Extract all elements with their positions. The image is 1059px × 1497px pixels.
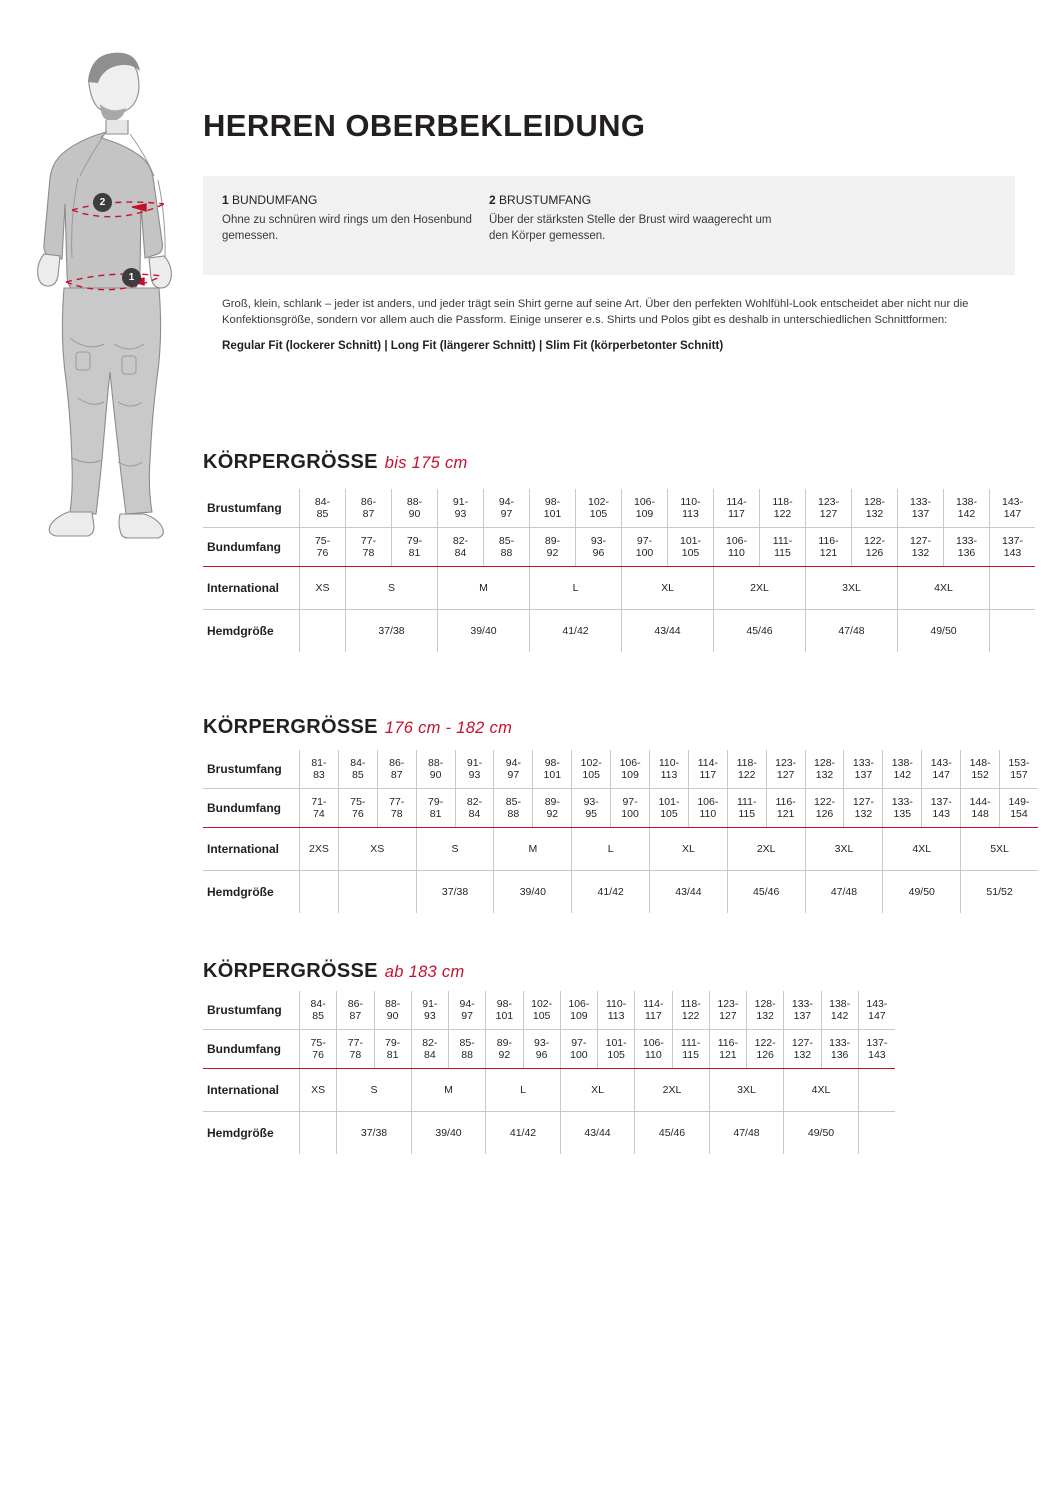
section-2-title: KÖRPERGRÖSSE [203, 716, 378, 738]
table-cell: 86- 87 [346, 489, 392, 528]
table-cell: 82- 84 [455, 789, 494, 828]
table-cell: 51/52 [986, 886, 1013, 898]
table-cell: 79- 81 [416, 789, 455, 828]
table-cell: 41/42 [486, 1112, 561, 1155]
table-cell: 2XS [300, 828, 339, 871]
table-cell: 89- 92 [486, 1030, 523, 1069]
table-cell: 2XL [714, 567, 806, 610]
table-row [203, 489, 1035, 528]
table-cell: 88- 90 [392, 489, 438, 528]
table-cell: 127- 132 [898, 528, 944, 567]
table-row [203, 1030, 895, 1069]
table-cell: 101- 105 [668, 528, 714, 567]
table-cell: 79- 81 [392, 528, 438, 567]
table-cell: 88- 90 [374, 991, 411, 1030]
table-cell: 3XL [709, 1069, 784, 1112]
table-cell: 91- 93 [411, 991, 448, 1030]
row-label: Brustumfang [203, 991, 300, 1030]
table-cell: 97- 100 [560, 1030, 597, 1069]
table-cell: 39/40 [411, 1112, 486, 1155]
table-cell: 94- 97 [484, 489, 530, 528]
table-cell: 77- 78 [337, 1030, 374, 1069]
table-cell: S [346, 567, 438, 610]
measure-2-text: Über der stärksten Stelle der Brust wird waagerecht um den Körper gemessen. [489, 213, 772, 242]
table-cell: L [530, 567, 622, 610]
table-cell: 85- 88 [494, 789, 533, 828]
table-row [203, 828, 1038, 871]
table-cell: 114- 117 [688, 750, 727, 789]
table-cell: 77- 78 [346, 528, 392, 567]
table-cell: M [438, 567, 530, 610]
table-cell: 86- 87 [377, 750, 416, 789]
size-table-3 [203, 991, 895, 1154]
table-cell: 111- 115 [672, 1030, 709, 1069]
table-cell: 4XL [898, 567, 990, 610]
table-cell: M [494, 828, 572, 871]
row-label: Bundumfang [203, 789, 300, 828]
table-cell: 114- 117 [714, 489, 760, 528]
table-cell: 37/38 [416, 871, 494, 914]
table-cell: 102- 105 [576, 489, 622, 528]
table-cell: 101- 105 [650, 789, 689, 828]
measure-info-2 [489, 192, 779, 245]
table-cell: 133- 136 [821, 1030, 858, 1069]
table-cell: 71- 74 [300, 789, 339, 828]
male-body-illustration [18, 38, 196, 578]
table-cell: 75- 76 [300, 528, 346, 567]
section-1-title: KÖRPERGRÖSSE [203, 451, 378, 473]
table-cell: 93- 96 [576, 528, 622, 567]
table-cell: 122- 126 [747, 1030, 784, 1069]
row-label: International [203, 828, 300, 871]
table-cell: 116- 121 [766, 789, 805, 828]
table-cell: 85- 88 [484, 528, 530, 567]
marker-1: 1 [122, 268, 141, 287]
table-row [203, 1112, 895, 1155]
table-cell: 118- 122 [727, 750, 766, 789]
table-cell: 106- 110 [635, 1030, 672, 1069]
table-row [203, 528, 1035, 567]
table-cell: 98- 101 [486, 991, 523, 1030]
table-cell: XL [560, 1069, 635, 1112]
table-cell: 138- 142 [883, 750, 922, 789]
table-cell: 123- 127 [766, 750, 805, 789]
table-cell: 45/46 [714, 610, 806, 653]
table-cell: 116- 121 [709, 1030, 746, 1069]
table-cell: 106- 109 [622, 489, 668, 528]
table-cell: 133- 135 [883, 789, 922, 828]
table-cell: 97- 100 [611, 789, 650, 828]
table-cell: 98- 101 [530, 489, 576, 528]
intro-block [222, 297, 1012, 354]
table-cell: 49/50 [898, 610, 990, 653]
table-cell: 41/42 [572, 871, 650, 914]
table-cell: 89- 92 [533, 789, 572, 828]
size-table-1 [203, 489, 1035, 652]
section-2-range: 176 cm - 182 cm [384, 719, 513, 737]
section-heading-3 [203, 960, 465, 983]
table-cell: 118- 122 [760, 489, 806, 528]
table-cell: 110- 113 [598, 991, 635, 1030]
table-cell: 102- 105 [572, 750, 611, 789]
table-cell: 89- 92 [530, 528, 576, 567]
table-cell: 123- 127 [806, 489, 852, 528]
table-cell: 5XL [961, 828, 1038, 871]
table-cell: 127- 132 [784, 1030, 821, 1069]
table-cell: 111- 115 [727, 789, 766, 828]
table-cell: 47/48 [805, 871, 883, 914]
table-cell: 94- 97 [449, 991, 486, 1030]
table-cell: 127- 132 [844, 789, 883, 828]
table-cell: XS [300, 567, 346, 610]
table-cell: 79- 81 [374, 1030, 411, 1069]
table-cell: 128- 132 [852, 489, 898, 528]
table-cell: 110- 113 [668, 489, 714, 528]
table-cell-empty [858, 1069, 895, 1112]
table-cell: 84- 85 [300, 489, 346, 528]
table-cell: 128- 132 [747, 991, 784, 1030]
measure-2-number: 2 [489, 193, 496, 207]
table-cell-empty [990, 610, 1036, 653]
table-cell: 133- 137 [898, 489, 944, 528]
table-cell: 133- 137 [844, 750, 883, 789]
marker-2: 2 [93, 193, 112, 212]
table-cell: 3XL [806, 567, 898, 610]
table-cell: M [411, 1069, 486, 1112]
trousers-shape [62, 288, 160, 514]
table-cell: 43/44 [622, 610, 714, 653]
table-cell: 110- 113 [650, 750, 689, 789]
table-cell: 102- 105 [523, 991, 560, 1030]
table-cell: 138- 142 [821, 991, 858, 1030]
table-cell: 85- 88 [449, 1030, 486, 1069]
measure-1-text: Ohne zu schnüren wird rings um den Hosenbund gemessen. [222, 213, 472, 242]
table-cell: 133- 136 [944, 528, 990, 567]
table-cell: 47/48 [806, 610, 898, 653]
table-cell: 88- 90 [416, 750, 455, 789]
table-cell: 81- 83 [300, 750, 339, 789]
section-heading-1 [203, 451, 468, 474]
section-heading-2 [203, 716, 512, 739]
table-row [203, 871, 1038, 914]
table-cell: 75- 76 [338, 789, 377, 828]
table-cell: XL [622, 567, 714, 610]
row-label: Brustumfang [203, 489, 300, 528]
table-cell: 4XL [784, 1069, 859, 1112]
table-cell: 91- 93 [455, 750, 494, 789]
table-cell: 98- 101 [533, 750, 572, 789]
table-cell: 101- 105 [598, 1030, 635, 1069]
table-cell: S [416, 828, 494, 871]
table-cell-empty [990, 567, 1036, 610]
measure-info-1 [222, 192, 472, 245]
table-cell-empty [300, 1112, 337, 1155]
table-cell: 122- 126 [852, 528, 898, 567]
table-cell: 86- 87 [337, 991, 374, 1030]
table-cell: 97- 100 [622, 528, 668, 567]
measure-2-label: BRUSTUMFANG [499, 193, 592, 207]
table-cell: 106- 109 [560, 991, 597, 1030]
table-cell: 82- 84 [411, 1030, 448, 1069]
row-label: International [203, 1069, 300, 1112]
table-row [203, 567, 1035, 610]
table-cell: 82- 84 [438, 528, 484, 567]
table-cell: 37/38 [346, 610, 438, 653]
table-cell: 2XL [727, 828, 805, 871]
table-row [203, 991, 895, 1030]
table-cell: L [486, 1069, 561, 1112]
table-cell: 153- 157 [1000, 750, 1038, 789]
table-cell: 137- 143 [858, 1030, 895, 1069]
section-3-title: KÖRPERGRÖSSE [203, 960, 378, 982]
table-cell: 37/38 [337, 1112, 412, 1155]
table-cell: 114- 117 [635, 991, 672, 1030]
row-label: Hemdgröße [203, 610, 300, 653]
table-cell-empty [300, 871, 339, 914]
table-cell: 75- 76 [300, 1030, 337, 1069]
table-cell: S [337, 1069, 412, 1112]
table-cell: 41/42 [530, 610, 622, 653]
table-cell: 93- 95 [572, 789, 611, 828]
table-cell: 118- 122 [672, 991, 709, 1030]
row-label: Bundumfang [203, 1030, 300, 1069]
table-cell: 143- 147 [990, 489, 1036, 528]
intro-paragraph: Groß, klein, schlank – jeder ist anders, und jeder trägt sein Shirt gerne auf seine Art. Über den perfekten Wohlfühl-Look entscheidet aber nicht nur die Konfektionsgröße, sondern vor allem auch die Passform. Einige unserer e.s. Shirts und Polos gibt es deshalb in unterschiedlichen Schnittformen: [222, 298, 969, 326]
table-row [203, 750, 1038, 789]
table-row [203, 1069, 895, 1112]
table-cell: 39/40 [494, 871, 572, 914]
table-cell: 49/50 [784, 1112, 859, 1155]
table-cell: 148- 152 [961, 750, 1000, 789]
row-label: Hemdgröße [203, 871, 300, 914]
measure-1-label: BUNDUMFANG [232, 193, 318, 207]
table-cell: 122- 126 [805, 789, 844, 828]
table-cell: 47/48 [709, 1112, 784, 1155]
table-cell: 3XL [805, 828, 883, 871]
table-cell: 49/50 [883, 871, 961, 914]
table-cell: 128- 132 [805, 750, 844, 789]
table-row [203, 610, 1035, 653]
row-label: Hemdgröße [203, 1112, 300, 1155]
table-cell: 144- 148 [961, 789, 1000, 828]
table-cell: 84- 85 [300, 991, 337, 1030]
table-cell-empty [338, 871, 416, 914]
table-row [203, 789, 1038, 828]
section-3-range: ab 183 cm [384, 963, 465, 981]
table-cell: 137- 143 [990, 528, 1036, 567]
measure-1-number: 1 [222, 193, 229, 207]
page-title: HERREN OBERBEKLEIDUNG [203, 108, 646, 143]
figure-svg [18, 38, 196, 578]
table-cell: 84- 85 [338, 750, 377, 789]
table-cell: 77- 78 [377, 789, 416, 828]
table-cell: 4XL [883, 828, 961, 871]
table-cell: 43/44 [560, 1112, 635, 1155]
table-cell-empty [858, 1112, 895, 1155]
table-cell: 123- 127 [709, 991, 746, 1030]
row-label: Brustumfang [203, 750, 300, 789]
table-cell: 143- 147 [858, 991, 895, 1030]
table-cell: 94- 97 [494, 750, 533, 789]
table-cell: 149- 154 [1000, 789, 1038, 828]
table-cell: 116- 121 [806, 528, 852, 567]
table-cell: 39/40 [438, 610, 530, 653]
table-cell: 93- 96 [523, 1030, 560, 1069]
table-cell: XS [300, 1069, 337, 1112]
table-cell: 111- 115 [760, 528, 806, 567]
table-cell: L [572, 828, 650, 871]
table-cell: XS [338, 828, 416, 871]
table-cell: 133- 137 [784, 991, 821, 1030]
table-cell: 45/46 [635, 1112, 710, 1155]
table-cell: 2XL [635, 1069, 710, 1112]
table-cell: 91- 93 [438, 489, 484, 528]
table-cell-empty [300, 610, 346, 653]
section-1-range: bis 175 cm [384, 454, 468, 472]
row-label: Bundumfang [203, 528, 300, 567]
table-cell: 137- 143 [922, 789, 961, 828]
table-cell: 45/46 [727, 871, 805, 914]
row-label: International [203, 567, 300, 610]
table-cell: 138- 142 [944, 489, 990, 528]
table-cell: 106- 110 [714, 528, 760, 567]
size-table-2 [203, 750, 1038, 913]
intro-fits: Regular Fit (lockerer Schnitt) | Long Fit (längerer Schnitt) | Slim Fit (körperbetonter Schnitt) [222, 339, 724, 352]
table-cell: 106- 110 [688, 789, 727, 828]
table-cell: 43/44 [650, 871, 728, 914]
table-cell: 143- 147 [922, 750, 961, 789]
table-cell: XL [650, 828, 728, 871]
table-cell: 106- 109 [611, 750, 650, 789]
